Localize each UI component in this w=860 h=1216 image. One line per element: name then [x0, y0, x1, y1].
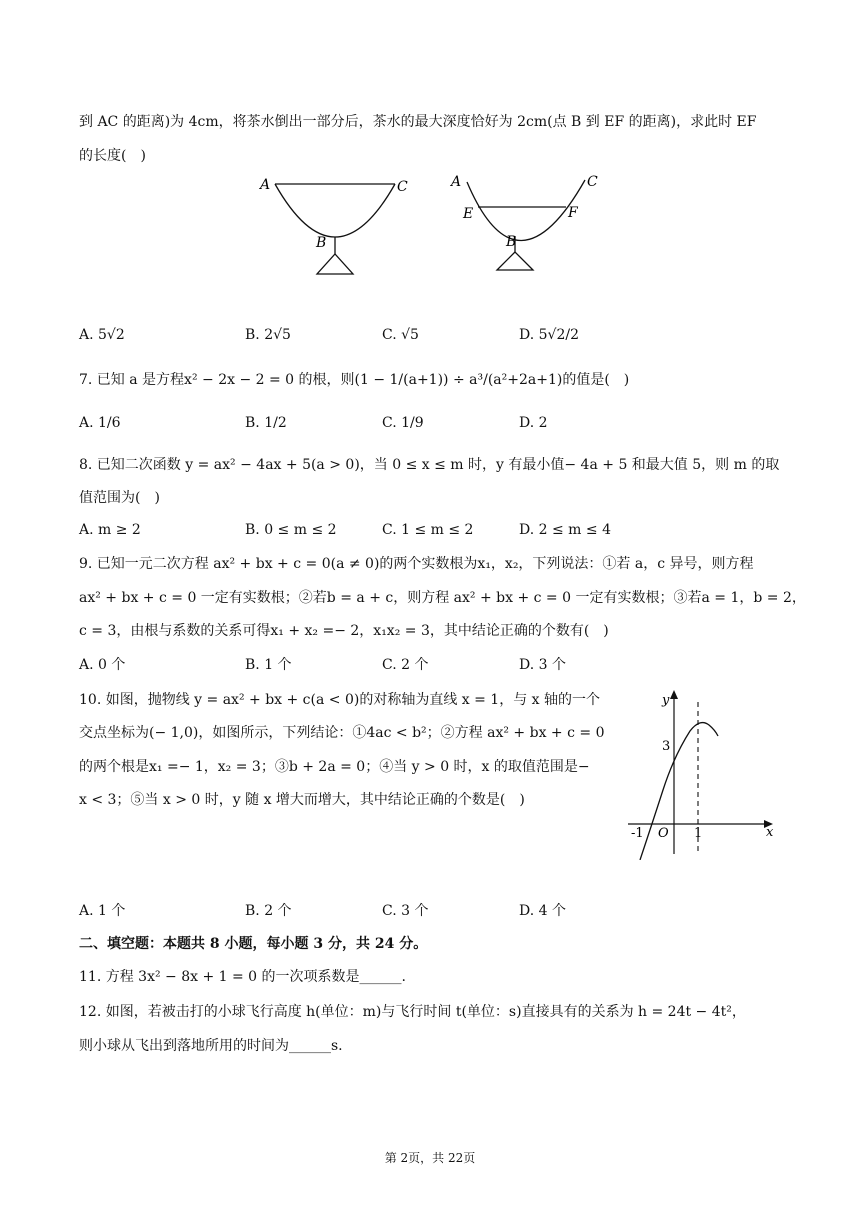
q10-option-d: D. 4 个 [519, 903, 566, 919]
q12-text-line1: 12. 如图，若被击打的小球飞行高度 h(单位：m)与飞行时间 t(单位：s)直接具有的关系为 h = 24t − 4t²， [79, 1004, 746, 1020]
q10-option-c: C. 3 个 [382, 903, 429, 919]
parabola-graph [618, 682, 788, 860]
origin-label: O [658, 826, 669, 841]
label-a: A [260, 177, 271, 193]
q7-text: 7. 已知 a 是方程x² − 2x − 2 = 0 的根，则(1 − 1/(a+1)) ÷ a³/(a²+2a+1)的值是( ) [79, 372, 630, 388]
y-intercept-label: 3 [662, 739, 671, 754]
q6-text-line1: 到 AC 的距离)为 4cm，将茶水倒出一部分后，茶水的最大深度恰好为 2cm(点 B 到 EF 的距离)，求此时 EF [79, 114, 757, 130]
q6-text-line2: 的长度( ) [79, 148, 146, 164]
label-c: C [397, 179, 408, 195]
q6-option-c: C. √5 [382, 327, 419, 343]
q11-text: 11. 方程 3x² − 8x + 1 = 0 的一次项系数是______. [79, 969, 406, 985]
q7-option-b: B. 1/2 [245, 415, 287, 431]
q7-option-a: A. 1/6 [79, 415, 121, 431]
label-b: B [506, 234, 517, 250]
q7-option-d: D. 2 [519, 415, 548, 431]
label-e: E [463, 206, 474, 222]
q6-option-b: B. 2√5 [245, 327, 291, 343]
bowl-figure-full [255, 170, 415, 282]
root-label: -1 [631, 826, 644, 841]
q10-text-line4: x < 3；⑤当 x > 0 时，y 随 x 增大而增大，其中结论正确的个数是( ) [79, 792, 525, 808]
q8-text-line2: 值范围为( ) [79, 490, 160, 506]
y-axis-label: y [662, 693, 670, 708]
q8-option-c: C. 1 ≤ m ≤ 2 [382, 522, 474, 538]
label-c: C [587, 174, 598, 190]
q9-text-line1: 9. 已知一元二次方程 ax² + bx + c = 0(a ≠ 0)的两个实数根为x₁，x₂，下列说法：①若 a，c 异号，则方程 [79, 556, 754, 572]
q9-option-b: B. 1 个 [245, 657, 292, 673]
q9-option-a: A. 0 个 [79, 657, 126, 673]
label-b: B [316, 235, 327, 251]
bowl-figure-poured [447, 170, 607, 282]
page-footer: 第 2页，共 22页 [384, 1151, 476, 1165]
q10-text-line3: 的两个根是x₁ =− 1，x₂ = 3；③b + 2a = 0；④当 y > 0 时，x 的取值范围是− [79, 759, 590, 775]
q8-option-b: B. 0 ≤ m ≤ 2 [245, 522, 337, 538]
q10-text-line1: 10. 如图，抛物线 y = ax² + bx + c(a < 0)的对称轴为直线 x = 1，与 x 轴的一个 [79, 692, 601, 708]
label-a: A [451, 174, 462, 190]
label-f: F [568, 205, 578, 221]
q6-option-d: D. 5√2/2 [519, 327, 579, 343]
q10-text-line2: 交点坐标为(− 1,0)，如图所示，下列结论：①4ac < b²；②方程 ax² + bx + c = 0 [79, 725, 605, 741]
q10-option-a: A. 1 个 [79, 903, 126, 919]
q9-text-line2: ax² + bx + c = 0 一定有实数根；②若b = a + c，则方程 ax² + bx + c = 0 一定有实数根；③若a = 1，b = 2， [79, 590, 806, 606]
q8-option-a: A. m ≥ 2 [79, 522, 141, 538]
section-heading: 二、填空题：本题共 8 小题，每小题 3 分，共 24 分。 [79, 936, 428, 952]
q8-option-d: D. 2 ≤ m ≤ 4 [519, 522, 611, 538]
q7-option-c: C. 1/9 [382, 415, 424, 431]
q12-text-line2: 则小球从飞出到落地所用的时间为______s. [79, 1038, 343, 1054]
q9-option-c: C. 2 个 [382, 657, 429, 673]
axis-one-label: 1 [694, 826, 703, 841]
q8-text-line1: 8. 已知二次函数 y = ax² − 4ax + 5(a > 0)，当 0 ≤ x ≤ m 时，y 有最小值− 4a + 5 和最大值 5，则 m 的取 [79, 457, 780, 473]
q10-option-b: B. 2 个 [245, 903, 292, 919]
q9-text-line3: c = 3，由根与系数的关系可得x₁ + x₂ =− 2，x₁x₂ = 3，其中结论正确的个数有( ) [79, 623, 609, 639]
q6-option-a: A. 5√2 [79, 327, 125, 343]
q9-option-d: D. 3 个 [519, 657, 566, 673]
x-axis-label: x [766, 825, 774, 840]
